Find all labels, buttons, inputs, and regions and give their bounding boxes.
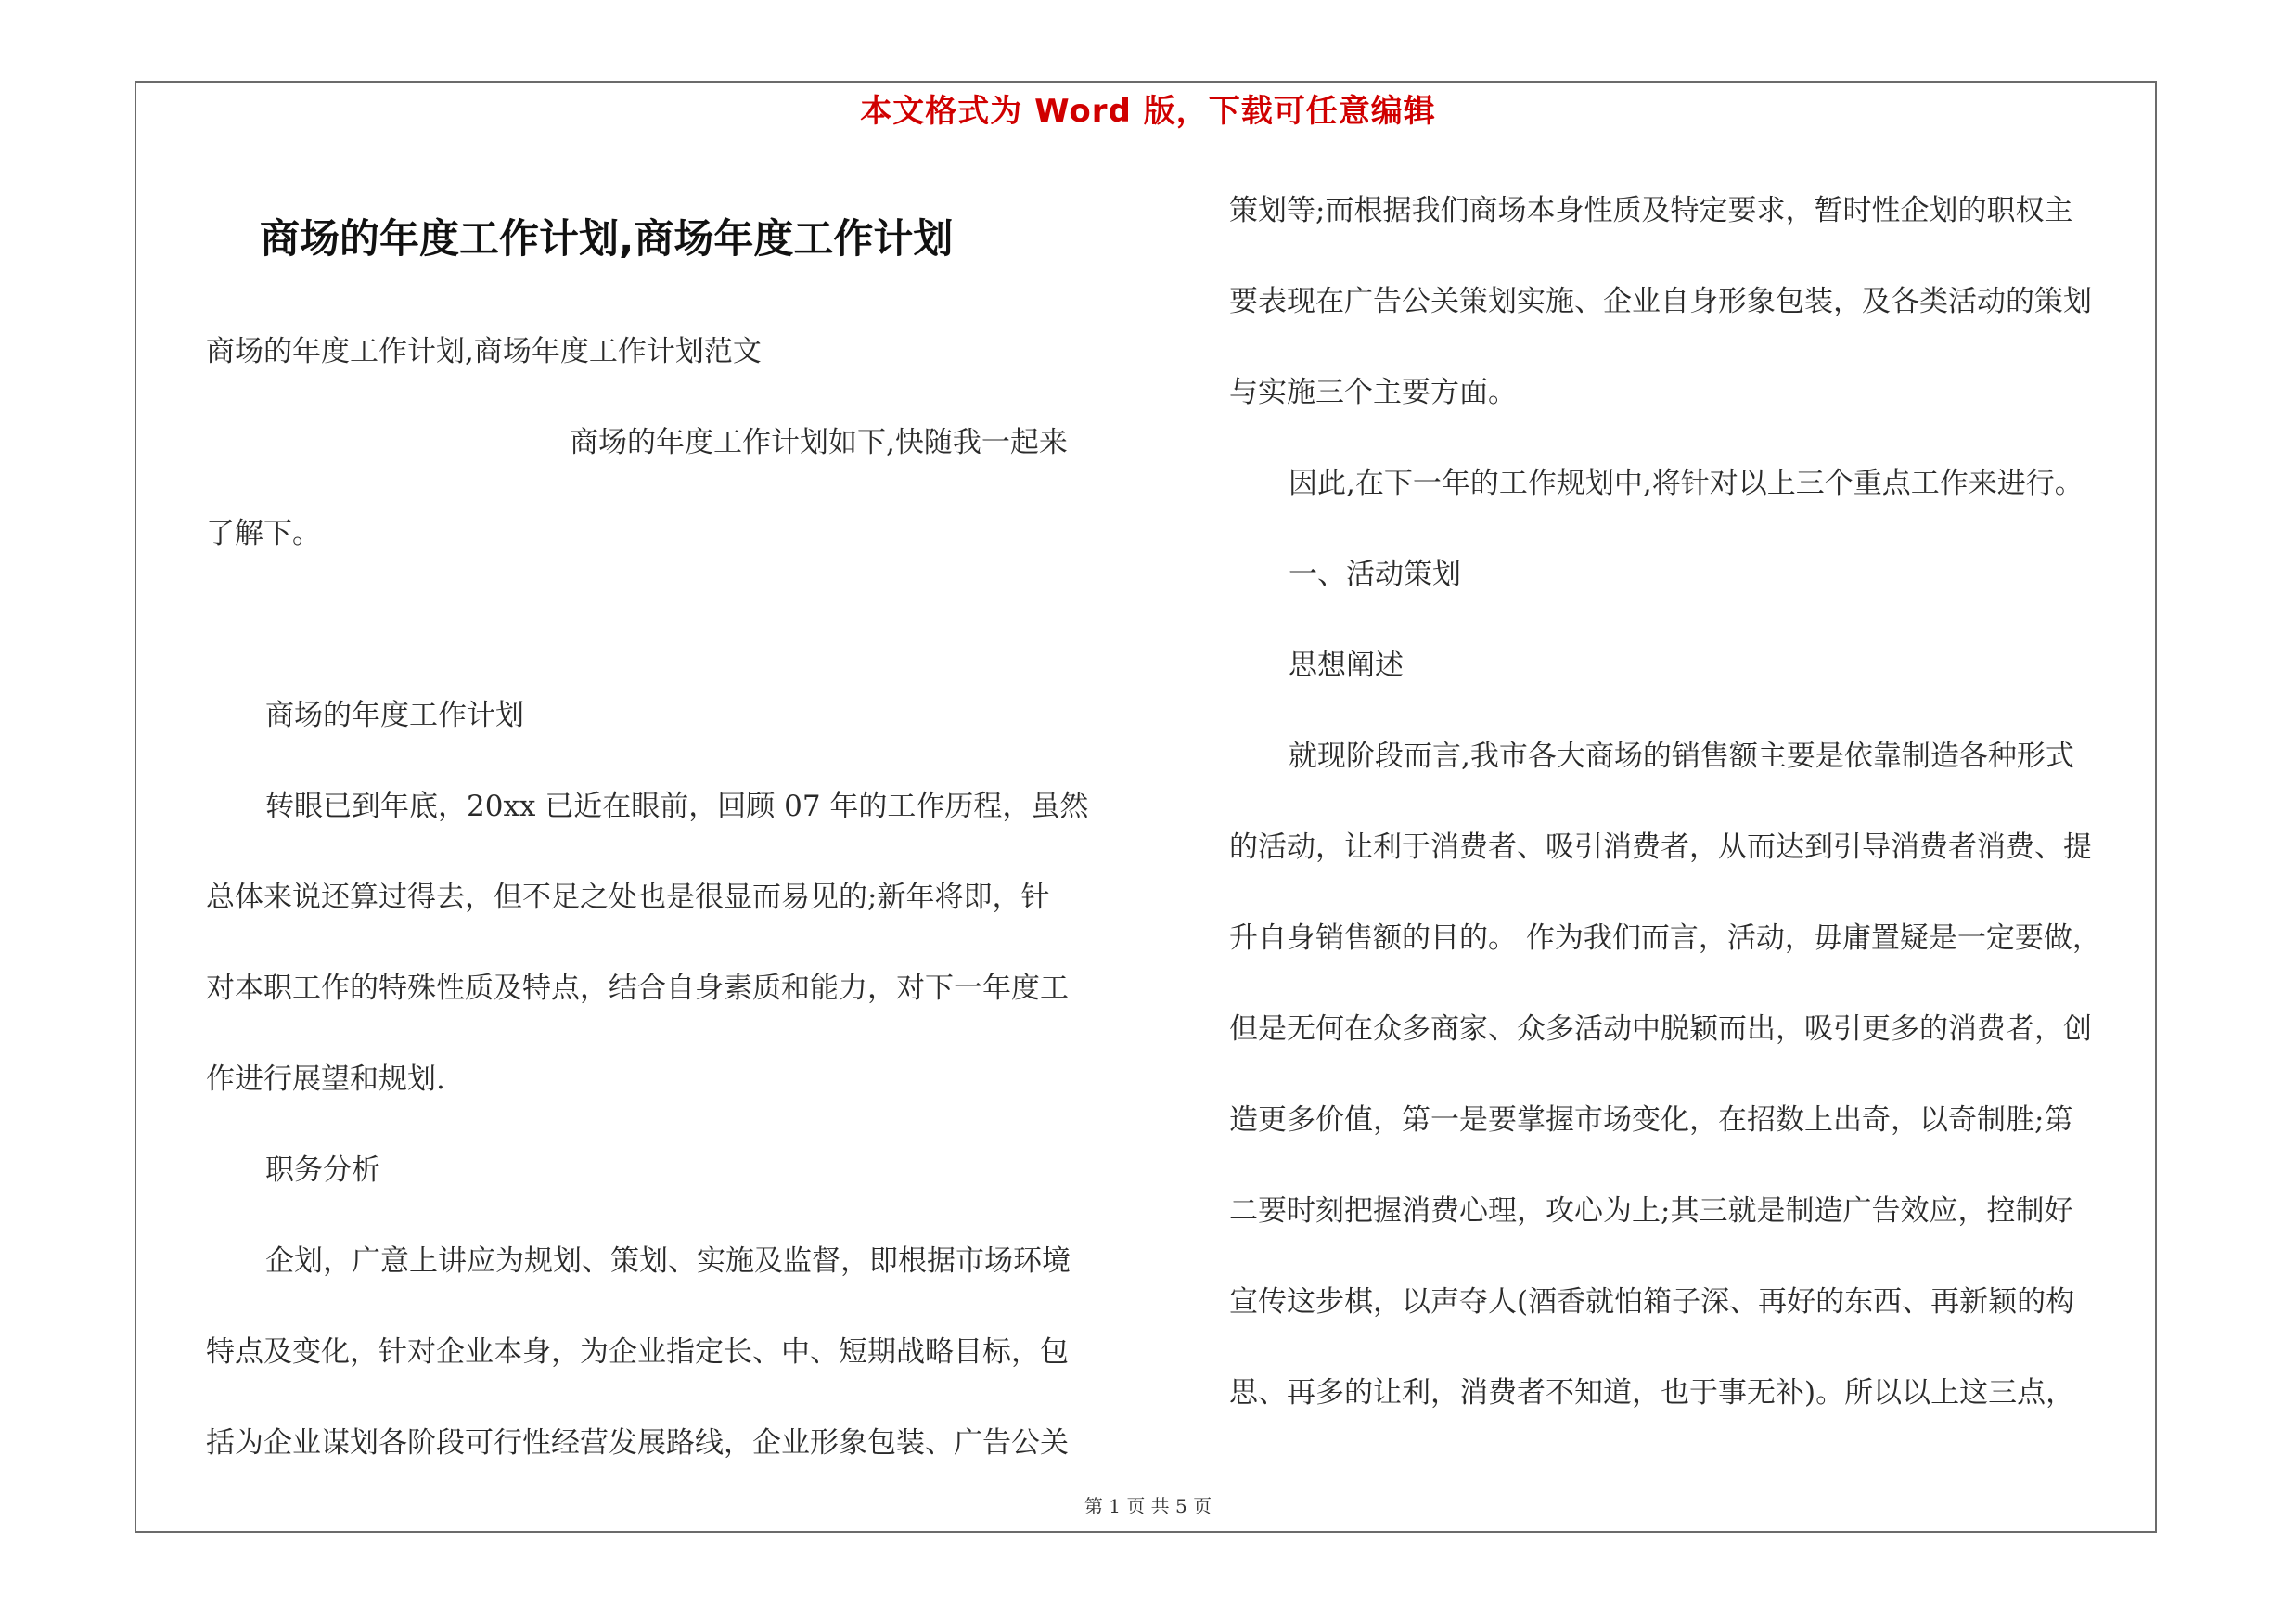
document-title: 商场的年度工作计划,商场年度工作计划: [260, 216, 954, 263]
paragraph-line: 总体来说还算过得去，但不足之处也是很显而易见的;新年将即，针: [206, 881, 1050, 914]
format-notice-banner: 本文格式为 Word 版，下载可任意编辑: [860, 93, 1436, 130]
paragraph-line: 宣传这步棋，以声夺人(酒香就怕箱子深、再好的东西、再新颖的构: [1229, 1285, 2075, 1319]
intro-line: 商场的年度工作计划如下,快随我一起来: [570, 426, 1068, 459]
paragraph-line: 作进行展望和规划.: [206, 1063, 445, 1096]
paragraph-line: 特点及变化，针对企业本身，为企业指定长、中、短期战略目标，包: [206, 1335, 1069, 1369]
intro-line: 了解下。: [206, 517, 321, 550]
paragraph-line: 二要时刻把握消费心理，攻心为上;其三就是制造广告效应，控制好: [1229, 1194, 2073, 1228]
left-column: [206, 306, 1124, 1488]
right-column: [1229, 165, 2157, 1438]
paragraph-line: 转眼已到年底，20xx 已近在眼前，回顾 07 年的工作历程，虽然: [265, 790, 1089, 823]
section-heading: 职务分析: [265, 1153, 380, 1187]
paragraph-line: 要表现在广告公关策划实施、企业自身形象包装，及各类活动的策划: [1229, 285, 2092, 318]
paragraph-line: 的活动，让利于消费者、吸引消费者，从而达到引导消费者消费、提: [1229, 831, 2092, 864]
blank-line: [206, 579, 1124, 670]
paragraph-line: 企划，广意上讲应为规划、策划、实施及监督，即根据市场环境: [265, 1244, 1071, 1278]
paragraph-line: 就现阶段而言,我市各大商场的销售额主要是依靠制造各种形式: [1289, 740, 2074, 773]
paragraph-line: 对本职工作的特殊性质及特点，结合自身素质和能力，对下一年度工: [206, 972, 1069, 1005]
paragraph-line: 造更多价值，第一是要掌握市场变化，在招数上出奇，以奇制胜;第: [1229, 1103, 2073, 1137]
section-heading: 商场的年度工作计划: [265, 699, 524, 732]
paragraph-line: 括为企业谋划各阶段可行性经营发展路线，企业形象包装、广告公关: [206, 1426, 1069, 1460]
subtitle: 商场的年度工作计划,商场年度工作计划范文: [206, 335, 762, 368]
section-heading: 思想阐述: [1289, 649, 1404, 682]
paragraph-line: 与实施三个主要方面。: [1229, 376, 1517, 409]
paragraph-line: 策划等;而根据我们商场本身性质及特定要求，暂时性企划的职权主: [1229, 194, 2073, 227]
paragraph-line: 但是无何在众多商家、众多活动中脱颖而出，吸引更多的消费者，创: [1229, 1012, 2092, 1046]
section-heading: 一、活动策划: [1289, 558, 1461, 591]
page-number-footer: 第 1 页 共 5 页: [1084, 1495, 1212, 1517]
paragraph-line: 因此,在下一年的工作规划中,将针对以上三个重点工作来进行。: [1289, 467, 2084, 500]
paragraph-line: 升自身销售额的目的。 作为我们而言，活动，毋庸置疑是一定要做，: [1229, 921, 2101, 955]
paragraph-line: 思、再多的让利，消费者不知道，也于事无补)。所以以上这三点，: [1229, 1376, 2075, 1410]
